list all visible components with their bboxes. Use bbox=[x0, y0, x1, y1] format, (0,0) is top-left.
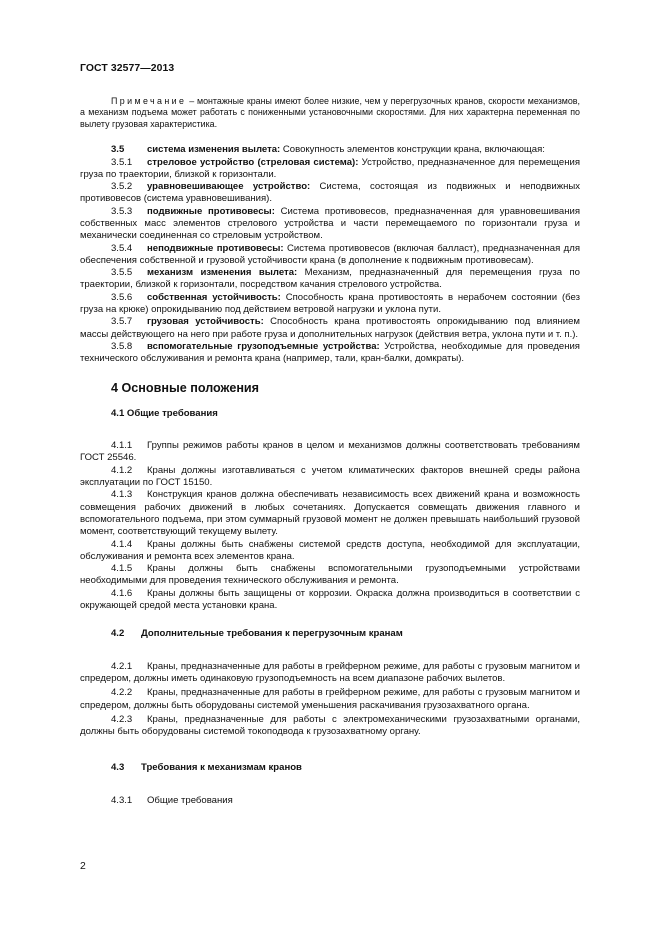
section-4-1-items bbox=[80, 440, 580, 612]
defined-term: стреловое устройство (стреловая система): bbox=[147, 156, 359, 168]
clause-text: Краны должны быть защищены от коррозии. Окраска должна производиться в соответствии с окружающей средой места установки крана. bbox=[80, 587, 580, 612]
definition-paragraph bbox=[80, 157, 580, 182]
definition-text: Способность крана противостоять опрокидыванию под влиянием массы действующего на него при работе груза и дополнительных нагрузок (действия ветра, уклона пути и т. п.). bbox=[80, 316, 580, 340]
clause-paragraph bbox=[80, 714, 580, 739]
defined-term: неподвижные противовесы: bbox=[147, 242, 284, 254]
definition-paragraph bbox=[80, 144, 580, 156]
defined-term: подвижные противовесы: bbox=[147, 205, 275, 217]
clause-number: 4.2.2 bbox=[111, 687, 133, 699]
defined-term: уравновешивающее устройство: bbox=[147, 181, 311, 193]
clause-number: 4.2.3 bbox=[111, 713, 133, 725]
clause-number: 4.2.1 bbox=[111, 660, 133, 672]
clause-text: Конструкция кранов должна обеспечивать независимость всех движений крана и возможность совмещения рабочих движений в любых сочетаниях. Допускается совмещать движения главного и вспомогательного подъема, при этом суммарный грузовой момент не должен превышать наибольший грузовой момент, соответствующий текущему вылету. bbox=[80, 489, 580, 538]
definition-text: Система противовесов (включая балласт), предназначенная для обеспечения собственной и грузовой устойчивости крана (в дополнение к подвижным противовесам). bbox=[80, 242, 580, 266]
section-4-2-title bbox=[80, 628, 580, 640]
clause-number: 4.1.3 bbox=[111, 489, 133, 501]
section-4-title: 4 Основные положения bbox=[111, 380, 260, 395]
definition-paragraph bbox=[80, 206, 580, 243]
clause-number: 4.1.4 bbox=[111, 538, 133, 550]
definition-text: Система противовесов, предназначенная для уравновешивания собственных масс элементов стрелового устройства и части перемещаемого по горизонтали груза и механически соединенная со стреловым устройством. bbox=[80, 205, 580, 242]
clause-text: Краны должны быть снабжены системой средств доступа, необходимой для эксплуатации, обслуживания и ремонта всех элементов крана. bbox=[80, 538, 580, 562]
definition-paragraph bbox=[80, 341, 580, 366]
defined-term: вспомогательные грузоподъемные устройства: bbox=[147, 340, 380, 352]
clause-text: Краны должны изготавливаться с учетом климатических факторов внешней среды района эксплуатации по ГОСТ 15150. bbox=[80, 464, 580, 489]
clause-text: Краны, предназначенные для работы с электромеханическими грузозахватными органами, должны быть оборудованы системой токоподвода к грузозахватному органу. bbox=[80, 713, 580, 738]
clause-paragraph bbox=[80, 661, 580, 686]
section-4-3-label: Требования к механизмам кранов bbox=[141, 762, 302, 774]
definition-text: Устройство, предназначенное для перемещения груза по траектории, близкой к горизонтали. bbox=[80, 156, 580, 180]
clause-number: 3.5 bbox=[111, 144, 125, 156]
page-number: 2 bbox=[80, 861, 86, 872]
clause-number: 3.5.5 bbox=[111, 267, 133, 279]
clause-number: 4.1.1 bbox=[111, 440, 133, 452]
clause-number: 3.5.6 bbox=[111, 291, 133, 303]
definition-text: Совокупность элементов конструкции крана, включающая: bbox=[280, 144, 545, 156]
clause-number: 4.1.6 bbox=[111, 587, 133, 599]
clause-paragraph bbox=[80, 489, 580, 538]
clause-number: 4.1.2 bbox=[111, 464, 133, 476]
clause-text: Группы режимов работы кранов в целом и механизмов должны соответствовать требованиям ГОСТ 25546. bbox=[80, 440, 580, 464]
clause-number: 3.5.8 bbox=[111, 340, 133, 352]
definition-text: Устройства, необходимые для проведения технического обслуживания и ремонта крана (например, тали, кран-балки, домкраты). bbox=[80, 340, 580, 365]
clause-text: Краны, предназначенные для работы в грейферном режиме, для работы с грузовым магнитом и спредером, должны быть оборудованы системой уменьшения раскачивания грузозахватного органа. bbox=[80, 687, 580, 711]
clause-paragraph bbox=[80, 588, 580, 613]
note-text: – монтажные краны имеют более низкие, чем у перегрузочных кранов, скорости механизмов, а механизм подъема может работать с пониженными установочными скоростями. Для них характерна переменная по вылету грузовая характеристика. bbox=[80, 96, 580, 129]
clause-paragraph bbox=[80, 465, 580, 490]
definitions-list bbox=[80, 144, 580, 365]
definition-paragraph bbox=[80, 243, 580, 268]
definition-paragraph bbox=[80, 181, 580, 206]
paragraph-4-3-1 bbox=[80, 795, 580, 807]
clause-number: 3.5.2 bbox=[111, 181, 133, 193]
clause-text: Краны должны быть снабжены вспомогательными грузоподъемными устройствами необходимыми для проведения технического обслуживания и ремонта. bbox=[80, 563, 580, 587]
clause-paragraph bbox=[80, 440, 580, 465]
clause-number: 3.5.4 bbox=[111, 242, 133, 254]
clause-number: 3.5.7 bbox=[111, 316, 133, 328]
defined-term: грузовая устойчивость: bbox=[147, 316, 264, 328]
clause-text: Общие требования bbox=[147, 794, 233, 806]
section-4-2-items bbox=[80, 661, 580, 739]
clause-paragraph bbox=[80, 687, 580, 712]
section-4-3-number: 4.3 bbox=[111, 762, 125, 774]
clause-number: 3.5.1 bbox=[111, 156, 133, 168]
definition-text: Механизм, предназначенный для перемещения груза по траектории, близкой к горизонтали, посредством качания стрелового устройства. bbox=[80, 267, 580, 291]
section-4-1-title: 4.1 Общие требования bbox=[111, 407, 218, 419]
defined-term: механизм изменения вылета: bbox=[147, 267, 298, 279]
note-paragraph bbox=[80, 96, 580, 130]
definition-paragraph bbox=[80, 267, 580, 292]
defined-term: система изменения вылета: bbox=[147, 144, 281, 156]
definition-paragraph bbox=[80, 316, 580, 341]
defined-term: собственная устойчивость: bbox=[147, 291, 281, 303]
clause-paragraph bbox=[80, 563, 580, 588]
clause-number: 3.5.3 bbox=[111, 205, 133, 217]
clause-number: 4.1.5 bbox=[111, 563, 133, 575]
note-label: Примечание bbox=[111, 96, 187, 106]
section-4-3-title bbox=[80, 762, 580, 774]
page-content bbox=[80, 96, 580, 807]
definition-text: Способность крана противостоять в нерабочем состоянии (без груза на крюке) опрокидыванию под действием ветровой нагрузки и уклона пути. bbox=[80, 291, 580, 316]
section-4-2-label: Дополнительные требования к перегрузочным кранам bbox=[141, 628, 403, 640]
definition-text: Система, состоящая из подвижных и неподвижных противовесов (система уравновешивания). bbox=[80, 181, 580, 205]
clause-number: 4.3.1 bbox=[111, 794, 133, 806]
section-4-2-number: 4.2 bbox=[111, 628, 125, 640]
clause-paragraph bbox=[80, 539, 580, 564]
document-header: ГОСТ 32577—2013 bbox=[80, 63, 175, 74]
clause-text: Краны, предназначенные для работы в грейферном режиме, для работы с грузовым магнитом и спредером, должны иметь одинаковую грузоподъемность на всем диапазоне рабочих вылетов. bbox=[80, 660, 580, 684]
definition-paragraph bbox=[80, 292, 580, 317]
